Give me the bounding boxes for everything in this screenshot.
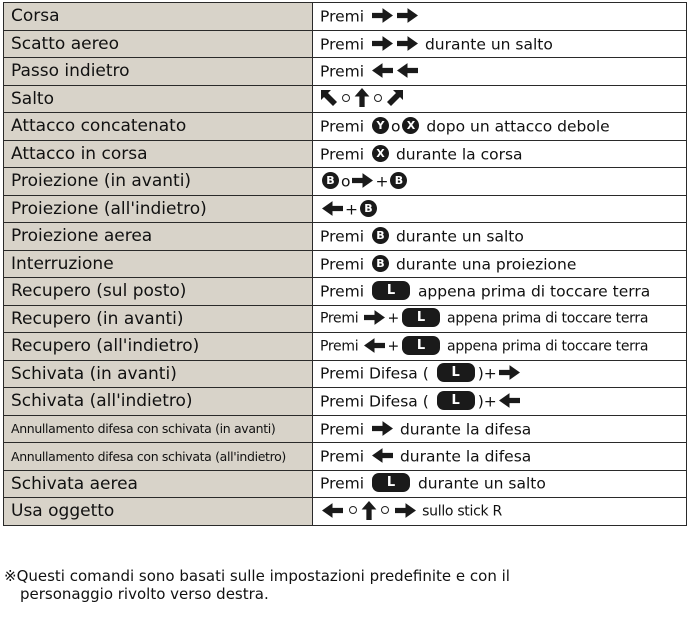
table-row [4,278,687,306]
action-cell: Annullamento difesa con schivata (all'indietro) [4,443,313,471]
command-text: Premi [320,282,365,301]
or-separator [342,94,350,102]
action-cell: Attacco in corsa [4,140,313,168]
command-cell [313,250,687,278]
l-button-icon: L [437,391,475,410]
l-button-icon: L [372,473,410,492]
table-row [4,415,687,443]
b-button-icon: B [322,172,339,189]
table-row [4,30,687,58]
command-text: durante un salto [424,35,553,53]
command-text: durante una proiezione [395,255,577,273]
command-cell [313,305,687,333]
l-button-icon: L [402,308,440,327]
arrow-left-icon [372,63,393,78]
b-button-icon: B [372,227,389,244]
action-cell: Proiezione aerea [4,223,313,251]
command-text: durante un salto [417,474,546,493]
command-cell [313,113,687,141]
plus-text: + [345,200,358,218]
action-cell: Proiezione (all'indietro) [4,195,313,223]
command-cell [313,498,687,526]
action-cell: Scatto aereo [4,30,313,58]
arrow-right-icon [364,310,385,325]
footnote-line: personaggio rivolto verso destra. [20,585,269,603]
table-row [4,305,687,333]
x-button-icon: X [402,117,419,134]
table-row [4,223,687,251]
table-row [4,443,687,471]
command-cell [313,85,687,113]
l-button-icon: L [402,336,440,355]
plus-text: + [387,338,399,355]
arrow-right-icon [397,8,418,23]
command-text: durante la corsa [395,145,523,163]
arrow-right-icon [397,36,418,51]
arrow-left-icon [499,393,520,408]
command-text: Premi [320,35,365,53]
action-cell: Interruzione [4,250,313,278]
arrow-right-icon [395,503,416,518]
command-text: Premi [320,255,365,273]
command-cell [313,140,687,168]
arrow-left-icon [397,63,418,78]
action-cell: Salto [4,85,313,113]
l-button-icon: L [372,281,410,300]
table-row [4,470,687,498]
b-button-icon: B [372,255,389,272]
l-button-icon: L [437,363,475,382]
command-text: Premi [320,117,365,136]
command-cell [313,223,687,251]
arrow-right-icon [499,365,520,380]
command-text: )+ [477,392,497,411]
action-cell: Passo indietro [4,58,313,86]
command-text: appena prima di toccare terra [447,338,649,355]
or-text: o [391,117,401,136]
controls-table [3,2,687,526]
arrow-left-icon [372,448,393,463]
arrow-up-icon [361,501,377,520]
command-text: Premi [320,338,359,355]
plus-text: + [387,310,399,327]
command-text: durante un salto [395,227,524,246]
command-cell [313,30,687,58]
command-cell [313,360,687,388]
table-row [4,498,687,526]
or-separator [349,506,357,514]
footnote [4,567,684,603]
command-cell [313,470,687,498]
arrow-left-icon [322,503,343,518]
arrow-right-icon [372,8,393,23]
table-row [4,333,687,361]
arrow-right-icon [372,36,393,51]
command-text: Premi [320,420,365,438]
action-cell: Recupero (sul posto) [4,278,313,306]
arrow-right-icon [372,421,393,436]
table-row [4,168,687,196]
arrow-up-icon [354,88,370,107]
command-text: appena prima di toccare terra [417,282,651,301]
arrow-left-icon [364,338,385,353]
arrow-left-icon [322,201,343,216]
table-row [4,388,687,416]
action-cell: Recupero (in avanti) [4,305,313,333]
command-cell [313,58,687,86]
or-separator [374,94,382,102]
action-cell: Annullamento difesa con schivata (in avanti) [4,415,313,443]
command-text: dopo un attacco debole [426,117,610,136]
table-row [4,250,687,278]
table-row [4,85,687,113]
action-cell: Schivata (all'indietro) [4,388,313,416]
footnote-line: ※Questi comandi sono basati sulle impostazioni predefinite e con il [4,567,510,585]
command-text: Premi Difesa ( [320,392,429,411]
command-cell [313,3,687,31]
command-text: Premi [320,227,365,246]
action-cell: Usa oggetto [4,498,313,526]
arrow-right-icon [352,173,373,188]
command-text: durante la difesa [399,447,532,466]
command-text: )+ [477,364,497,383]
action-cell: Schivata aerea [4,470,313,498]
command-cell [313,168,687,196]
table-row [4,195,687,223]
arrow-up-right-icon [386,89,404,107]
x-button-icon: X [372,145,389,162]
command-text: Premi [320,62,365,81]
table-row [4,360,687,388]
b-button-icon: B [360,200,377,217]
action-cell: Proiezione (in avanti) [4,168,313,196]
command-cell [313,195,687,223]
action-cell: Corsa [4,3,313,31]
table-row [4,113,687,141]
y-button-icon: Y [372,117,389,134]
action-cell: Recupero (all'indietro) [4,333,313,361]
plus-text: + [375,172,389,191]
table-row [4,140,687,168]
command-text: Premi [320,145,365,163]
command-cell [313,443,687,471]
action-cell: Schivata (in avanti) [4,360,313,388]
table-row [4,3,687,31]
command-cell [313,388,687,416]
command-cell [313,333,687,361]
b-button-icon: B [390,172,407,189]
command-text: Premi [320,474,365,493]
command-cell [313,278,687,306]
arrow-up-left-icon [320,89,338,107]
or-text: o [341,172,351,191]
command-text: Premi Difesa ( [320,364,429,383]
table-row [4,58,687,86]
command-text: Premi [320,447,365,466]
command-text: Premi [320,310,359,327]
command-text: Premi [320,7,365,26]
command-text: sullo stick R [422,503,502,520]
or-separator [381,506,389,514]
action-cell: Attacco concatenato [4,113,313,141]
command-cell [313,415,687,443]
command-text: durante la difesa [399,420,532,438]
command-text: appena prima di toccare terra [447,310,649,327]
